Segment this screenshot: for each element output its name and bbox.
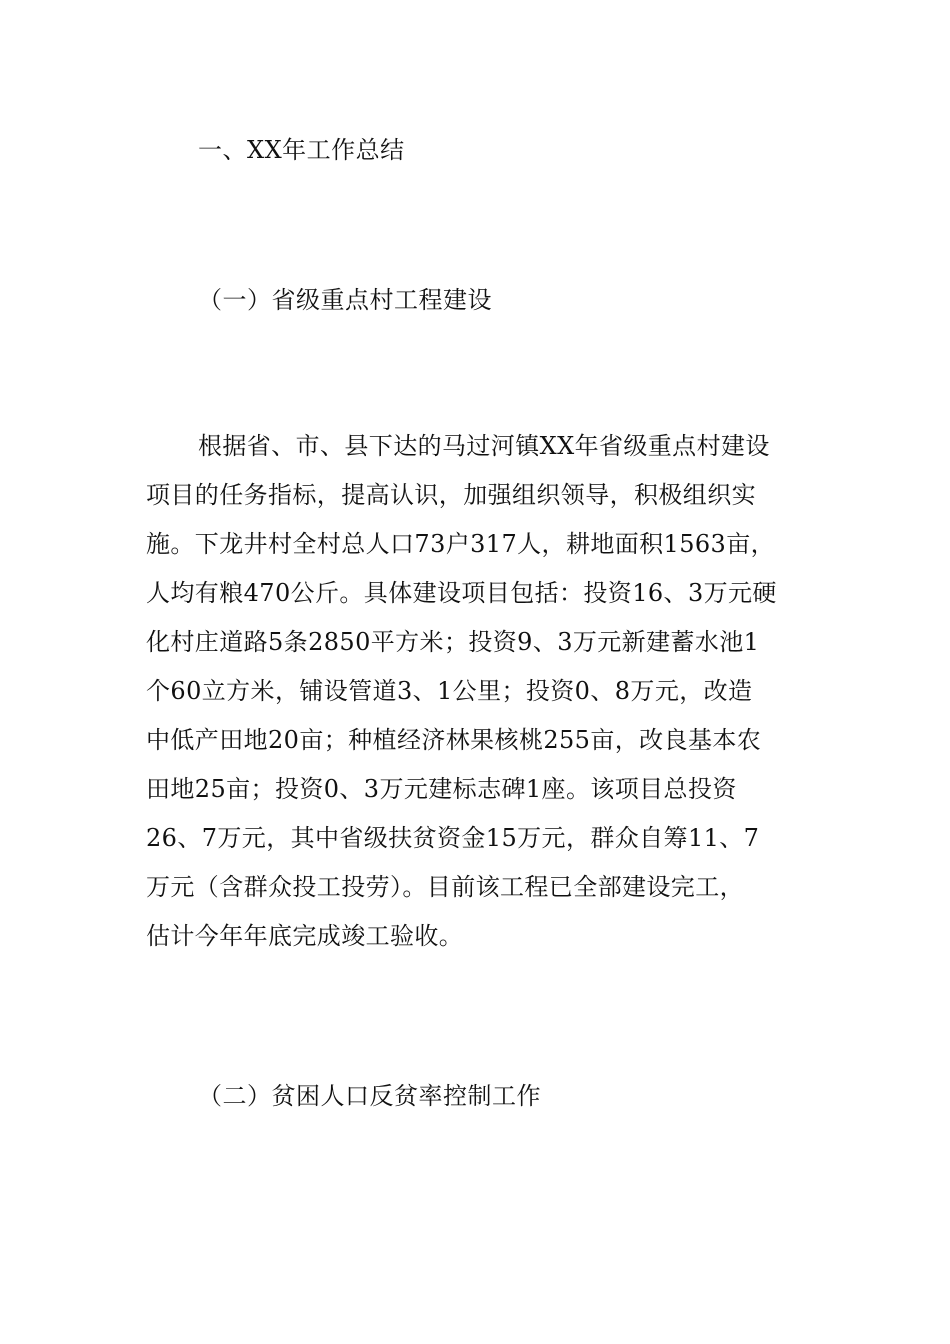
- paragraph-line: 万元（含群众投工投劳）。目前该工程已全部建设完工，: [146, 873, 744, 901]
- section-1-paragraph: [146, 428, 806, 967]
- main-heading: 一、XX年工作总结: [198, 136, 405, 164]
- paragraph-line: 26、7万元，其中省级扶贫资金15万元，群众自筹11、7: [146, 824, 760, 852]
- paragraph-line: 项目的任务指标，提高认识，加强组织领导，积极组织实: [146, 481, 756, 509]
- paragraph-line: 个60立方米，铺设管道3、1公里；投资0、8万元，改造: [146, 677, 753, 705]
- paragraph-line: 施。下龙井村全村总人口73户317人，耕地面积1563亩，: [146, 530, 776, 558]
- paragraph-line: 人均有粮470公斤。具体建设项目包括：投资16、3万元硬: [146, 579, 777, 607]
- paragraph-line: 化村庄道路5条2850平方米；投资9、3万元新建蓄水池1: [146, 628, 760, 656]
- section-2-title: （二）贫困人口反贫率控制工作: [198, 1082, 541, 1110]
- paragraph-line: 中低产田地20亩；种植经济林果核桃255亩，改良基本农: [146, 726, 762, 754]
- paragraph-line: 田地25亩；投资0、3万元建标志碑1座。该项目总投资: [146, 775, 737, 803]
- paragraph-line: 根据省、市、县下达的马过河镇XX年省级重点村建设: [198, 432, 770, 460]
- section-1-title: （一）省级重点村工程建设: [198, 286, 492, 314]
- paragraph-line: 估计今年年底完成竣工验收。: [146, 922, 464, 950]
